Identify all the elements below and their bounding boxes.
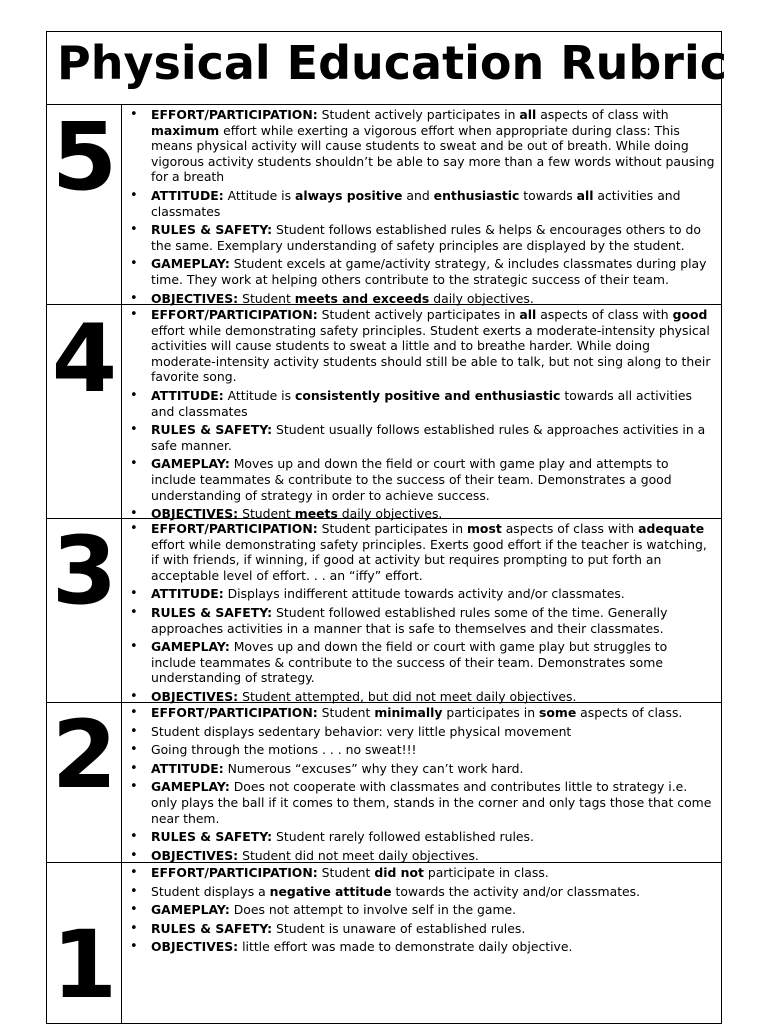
criterion-emphasis: negative attitude (269, 883, 392, 899)
title-row (47, 32, 728, 105)
criterion-text: Student did not meet daily objectives. (238, 847, 479, 863)
criterion-text: aspects of class with (536, 307, 673, 322)
criterion-text: Student is unaware of established rules. (272, 920, 526, 936)
criterion-label: ATTITUDE: (151, 387, 224, 403)
level-row-5 (47, 105, 721, 305)
criterion-emphasis: meets and exceeds (294, 290, 430, 306)
criterion-item (151, 742, 715, 758)
criterion-label: EFFORT/PARTICIPATION: (151, 521, 318, 536)
criterion-label: RULES & SAFETY: (151, 829, 273, 845)
criterion-label: GAMEPLAY: (151, 902, 230, 918)
criterion-emphasis: consistently positive and enthusiastic (295, 387, 561, 403)
criterion-item (151, 829, 715, 845)
level-row-2 (47, 703, 721, 863)
criterion-text: Student (317, 865, 375, 880)
criterion-label: ATTITUDE: (151, 760, 224, 776)
criterion-text: Attitude is (223, 187, 295, 203)
criterion-emphasis: enthusiastic (433, 187, 520, 203)
criterion-item (151, 256, 715, 287)
score-cell (47, 703, 122, 862)
criterion-text: and (402, 187, 434, 203)
criterion-item (151, 222, 715, 253)
rubric-table (46, 31, 728, 1024)
criterion-item (151, 188, 715, 219)
criterion-emphasis: some (539, 705, 577, 720)
criterion-text: Student (238, 290, 295, 306)
criterion-label: GAMEPLAY: (151, 779, 230, 795)
criterion-item (151, 388, 715, 419)
criterion-text: Student followed established rules some of the time. Generally approaches activities in a manner that is safe to themselves and their classmates. (151, 604, 668, 636)
criterion-label: ATTITUDE: (151, 586, 224, 602)
criterion-label: OBJECTIVES: (151, 847, 239, 863)
criteria-list (122, 521, 721, 708)
criterion-item (151, 848, 715, 864)
criterion-label: RULES & SAFETY: (151, 920, 273, 936)
criterion-text: Student actively participates in (317, 107, 520, 122)
criterion-text: Student (238, 506, 295, 522)
criterion-text: Student rarely followed established rules. (272, 829, 534, 845)
criterion-emphasis: adequate (638, 521, 705, 536)
criterion-item (151, 639, 715, 686)
criterion-text: Attitude is (223, 387, 295, 403)
level-row-3 (47, 519, 721, 703)
criterion-label: OBJECTIVES: (151, 290, 239, 306)
criterion-text: Student actively participates in (317, 307, 520, 322)
criterion-emphasis: meets (294, 506, 338, 522)
criterion-text: towards all activities and classmates (151, 387, 692, 419)
criterion-text: participate in class. (423, 865, 549, 880)
criterion-label: RULES & SAFETY: (151, 604, 273, 620)
criterion-label: EFFORT/PARTICIPATION: (151, 705, 318, 720)
criterion-label: GAMEPLAY: (151, 456, 230, 472)
criterion-emphasis: maximum (151, 122, 220, 138)
criterion-item (151, 107, 715, 185)
criterion-item (151, 422, 715, 453)
criteria-list (122, 307, 721, 525)
score-cell (47, 105, 122, 304)
criterion-text: Displays indifferent attitude towards activity and/or classmates. (223, 586, 625, 602)
criterion-emphasis: always positive (295, 187, 403, 203)
criterion-item (151, 586, 715, 602)
score-cell (47, 519, 122, 702)
criterion-text: aspects of class with (501, 521, 639, 536)
criterion-text: aspects of class with (536, 107, 669, 122)
criterion-text: towards the activity and/or classmates. (391, 883, 641, 899)
criterion-emphasis: did not (374, 865, 424, 880)
score-number: 3 (51, 517, 118, 626)
criterion-text: Does not cooperate with classmates and contributes little to strategy i.e. only plays the ball if it comes to them, stands in the corner and only tags those that come near them. (151, 779, 712, 826)
criteria-list (122, 865, 721, 958)
score-cell (47, 863, 122, 1023)
criterion-item (151, 921, 715, 937)
criterion-emphasis: all (519, 307, 537, 322)
criterion-text: Student usually follows established rules & approaches activities in a safe manner. (151, 422, 706, 453)
criterion-label: RULES & SAFETY: (151, 222, 273, 238)
score-number: 5 (51, 103, 118, 212)
criterion-text: participates in (442, 705, 540, 720)
criterion-item (151, 761, 715, 777)
score-number: 1 (51, 911, 118, 1020)
criterion-text: daily objectives. (429, 290, 534, 306)
criteria-list (122, 705, 721, 866)
criterion-text: Does not attempt to involve self in the game. (229, 902, 517, 918)
criterion-item (151, 884, 715, 900)
criterion-label: OBJECTIVES: (151, 506, 239, 522)
criterion-emphasis: good (672, 307, 708, 322)
criterion-item (151, 939, 715, 955)
score-number: 2 (51, 701, 118, 810)
criterion-item (151, 865, 715, 881)
criterion-emphasis: minimally (374, 705, 443, 720)
criterion-label: GAMEPLAY: (151, 639, 230, 655)
criterion-item (151, 456, 715, 503)
criterion-label: OBJECTIVES: (151, 939, 239, 955)
criterion-item (151, 705, 715, 721)
criterion-text: towards (519, 187, 577, 203)
level-row-1 (47, 863, 721, 1023)
criterion-text: Moves up and down the field or court with game play and attempts to include teammates & contribute to the success of their team. Demonstrates a good understanding of strategy in order to achieve success. (151, 456, 672, 503)
criterion-emphasis: all (519, 107, 537, 122)
criterion-label: EFFORT/PARTICIPATION: (151, 107, 318, 122)
criterion-label: EFFORT/PARTICIPATION: (151, 307, 318, 322)
criterion-text: Student attempted, but did not meet daily objectives. (238, 688, 577, 704)
criterion-emphasis: all (576, 187, 594, 203)
score-cell (47, 305, 122, 518)
criterion-item (151, 521, 715, 583)
criterion-label: GAMEPLAY: (151, 256, 230, 272)
criterion-item (151, 307, 715, 385)
criteria-list (122, 107, 721, 309)
criterion-item (151, 779, 715, 826)
criterion-text: Student follows established rules & helps & encourages others to do the same. Exemplary understanding of safety principles are displayed by the student. (151, 222, 701, 253)
criterion-text: effort while demonstrating safety principles. Student exerts a moderate-intensity physical activities will cause students to sweat a little and to breathe harder. While doing moderate-intensity activity students should still be able to talk, but not sing along to their favorite song. (151, 322, 711, 385)
criterion-text: activities and classmates (151, 187, 681, 219)
criterion-text: Student displays a (151, 883, 270, 899)
level-row-4 (47, 305, 721, 522)
criterion-text: effort while exerting a vigorous effort when appropriate during class: This means physical activity will cause students to sweat and be out of breath. While doing vigorous activity students shouldn’t be able to say more than a few words without pausing for a breath (151, 122, 715, 185)
criterion-item (151, 605, 715, 636)
page-title: Physical Education Rubric (57, 36, 728, 90)
criterion-text: little effort was made to demonstrate daily objective. (238, 939, 573, 955)
criterion-text: effort while demonstrating safety principles. Exerts good effort if the teacher is watching, if with friends, if winning, if good at activity but requires prompting to put forth an acceptable level of effort. . . an “iffy” effort. (151, 536, 707, 583)
criterion-item (151, 724, 715, 740)
criterion-text: daily objectives. (337, 506, 443, 522)
criterion-item (151, 902, 715, 918)
criterion-label: OBJECTIVES: (151, 688, 239, 704)
criterion-text: Student (317, 705, 375, 720)
criterion-emphasis: most (467, 521, 502, 536)
criterion-item (151, 291, 715, 307)
criterion-label: RULES & SAFETY: (151, 422, 273, 438)
criterion-label: EFFORT/PARTICIPATION: (151, 865, 318, 880)
criterion-text: Student displays sedentary behavior: very little physical movement (151, 723, 572, 739)
score-number: 4 (51, 305, 118, 414)
criterion-text: Student participates in (317, 521, 468, 536)
criterion-label: ATTITUDE: (151, 187, 224, 203)
criterion-text: Moves up and down the field or court with game play but struggles to include teammates & contribute to the success of their team. Demonstrates some understanding of strategy. (151, 639, 668, 686)
criterion-text: Numerous “excuses” why they can’t work hard. (223, 760, 524, 776)
criterion-text: Student excels at game/activity strategy, & includes classmates during play time. They work at helping others contribute to the strategic success of their team. (151, 256, 707, 287)
criterion-text: aspects of class. (576, 705, 683, 720)
criterion-text: Going through the motions . . . no sweat!!! (151, 742, 417, 758)
